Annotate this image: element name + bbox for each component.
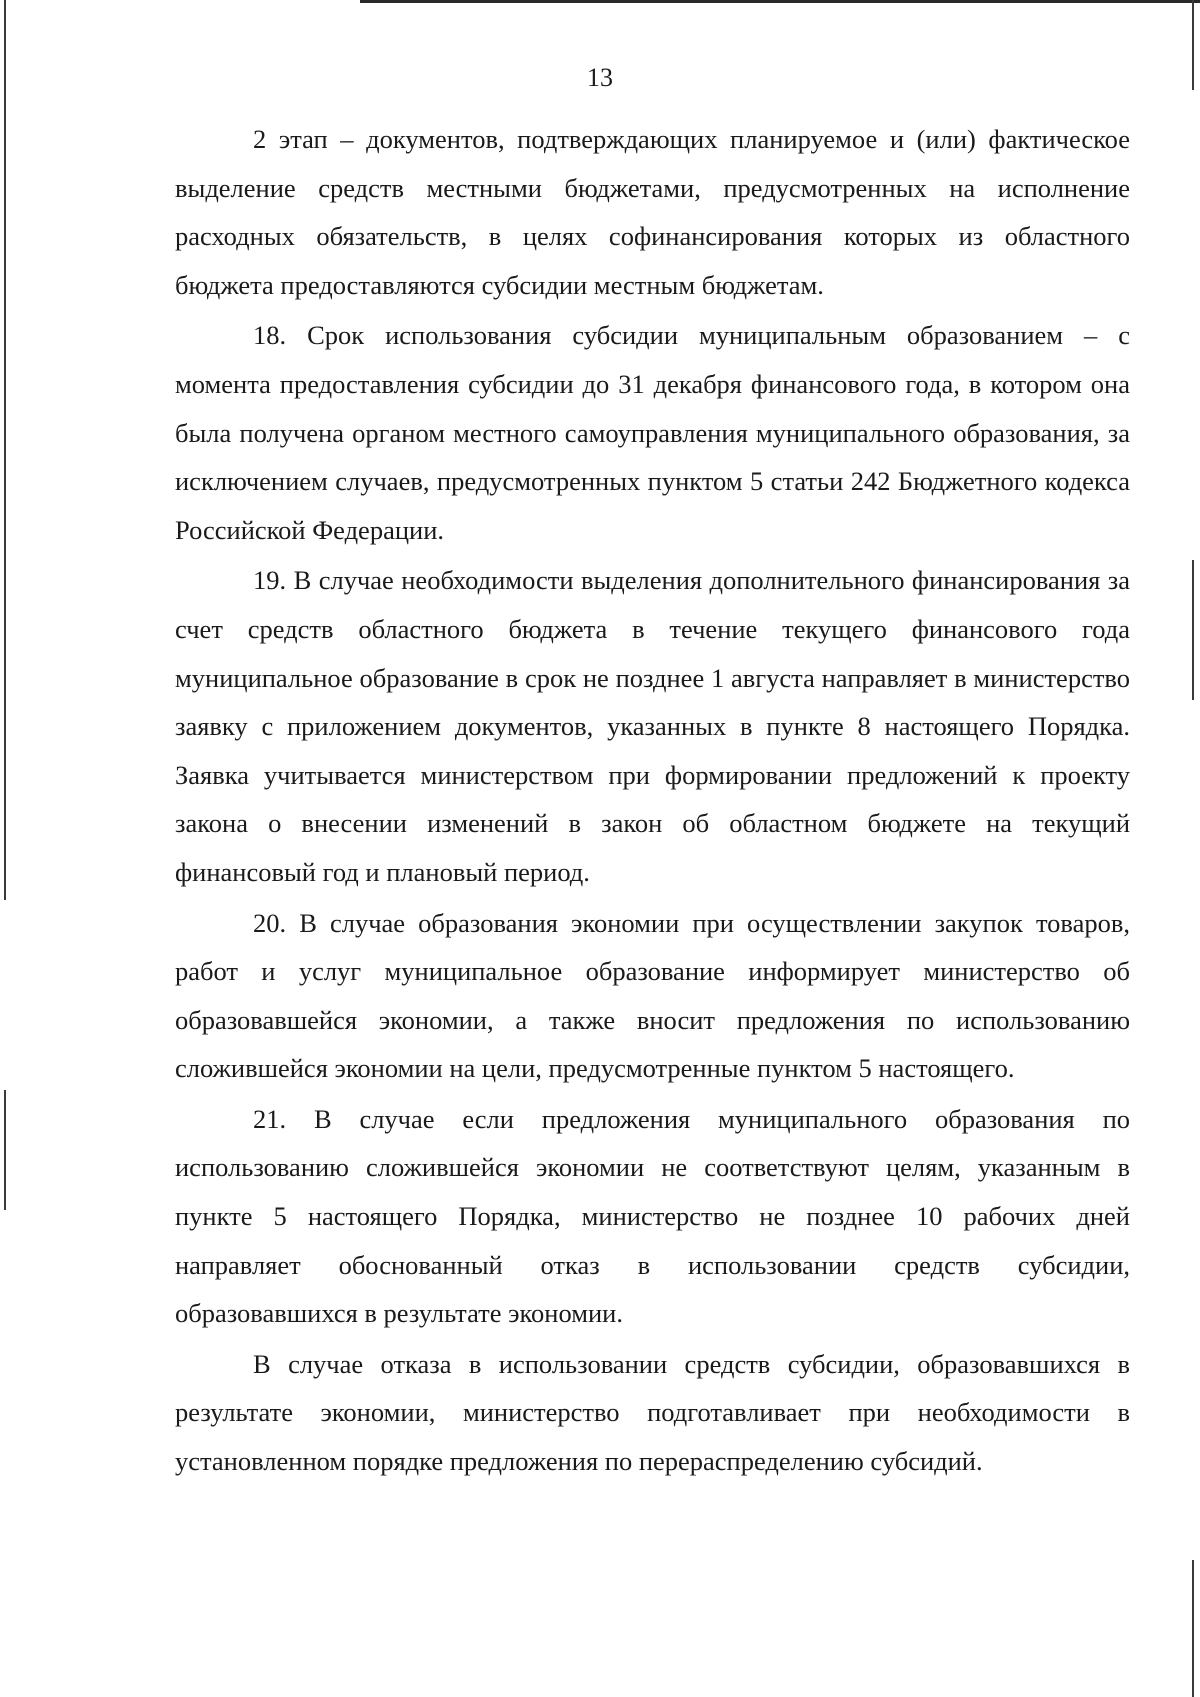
- paragraph-stage-2: 2 этап – документов, подтверждающих планируемое и (или) фактическое выделение средств местными бюджетами, предусмотренных на исполнение расходных обязательств, в целях софинансирования которых из областного бюджета предоставляются субсидии местным бюджетам.: [175, 124, 1130, 300]
- scan-border-right: [1192, 1560, 1194, 1697]
- paragraph-21: 21. В случае если предложения муниципального образования по использованию сложившейся экономии не соответствуют целям, указанным в пункте 5 настоящего Порядка, министерство не позднее 10 рабочих дней направляет обоснованный отказ в использовании средств субсидии, образовавшихся в результате экономии.: [175, 1103, 1130, 1329]
- paragraph-19: 19. В случае необходимости выделения дополнительного финансирования за счет средств областного бюджета в течение текущего финансового года муниципальное образование в срок не позднее 1 августа направляет в министерство заявку с приложением документов, указанных в пункте 8 настоящего Порядка. Заявка учитывается министерством при формировании предложений к проекту закона о внесении изменений в закон об областном бюджете на текущий финансовый год и плановый период.: [175, 565, 1130, 887]
- document-body: [175, 115, 1130, 1488]
- scan-border-left: [4, 0, 6, 900]
- scan-border-right: [1192, 560, 1194, 700]
- paragraph-20: 20. В случае образования экономии при осуществлении закупок товаров, работ и услуг муниципальное образование информирует министерство об образовавшейся экономии, а также вносит предложения по использованию сложившейся экономии на цели, предусмотренные пунктом 5 настоящего.: [175, 907, 1130, 1084]
- scan-border-top: [360, 0, 1200, 3]
- paragraph-refusal: В случае отказа в использовании средств субсидии, образовавшихся в результате экономии, министерство подготавливает при необходимости в установленном порядке предложения по перераспределению субсидий.: [175, 1348, 1130, 1477]
- paragraph-18: 18. Срок использования субсидии муниципальным образованием – с момента предоставления субсидии до 31 декабря финансового года, в котором она была получена органом местного самоуправления муниципального образования, за исключением случаев, предусмотренных пунктом 5 статьи 242 Бюджетного кодекса Российской Федерации.: [175, 320, 1130, 545]
- page-number: 13: [587, 63, 613, 92]
- scan-border-left: [4, 1090, 6, 1210]
